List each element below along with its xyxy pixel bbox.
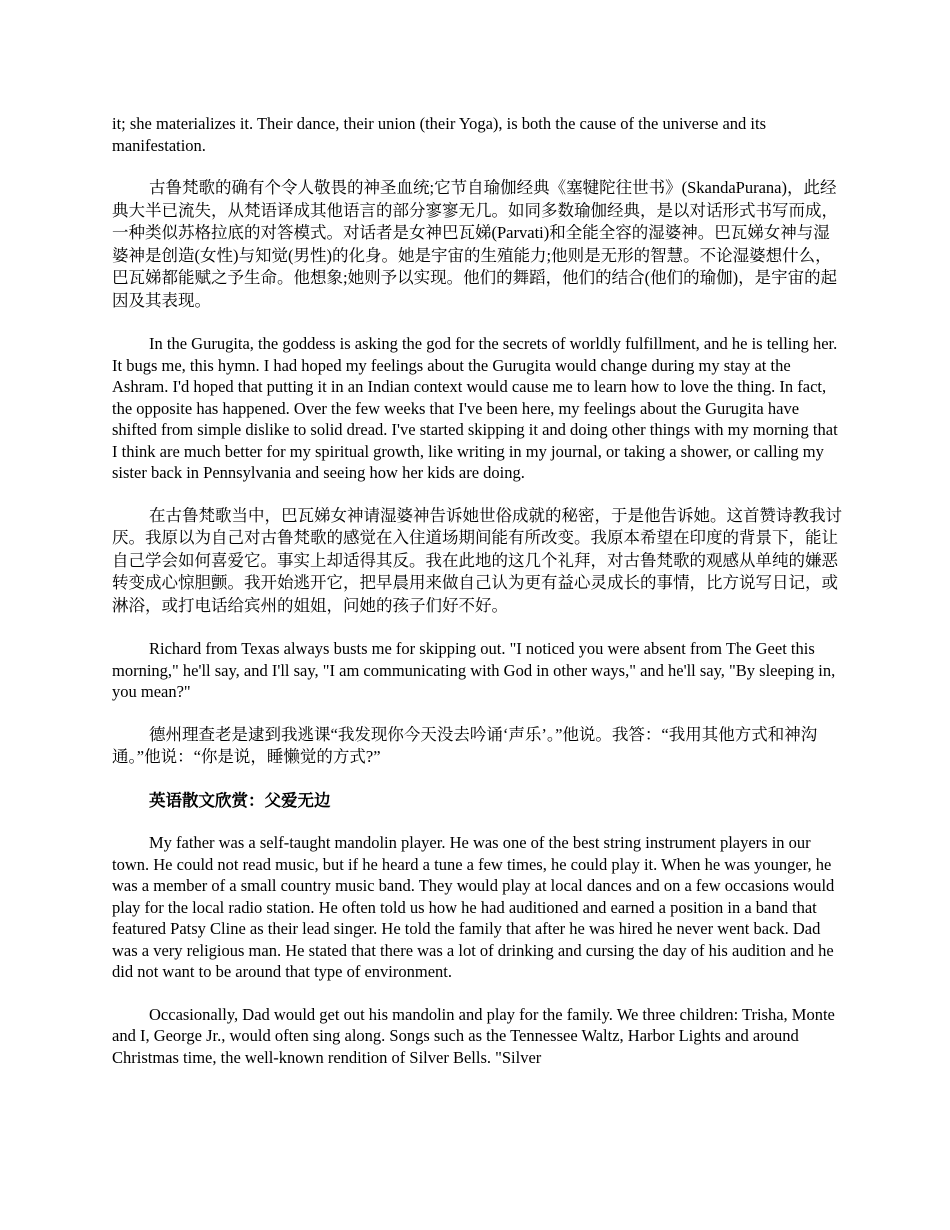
paragraph-chinese-gurugita-hymn: 在古鲁梵歌当中，巴瓦娣女神请湿婆神告诉她世俗成就的秘密，于是他告诉她。这首赞诗教我讨厌。我原以为自己对古鲁梵歌的感觉在入住道场期间能有所改变。我原本希望在印度的背景下，能让自己学会如何喜爱它。事实上却适得其反。我在此地的这几个礼拜，对古鲁梵歌的观感从单纯的嫌恶转变成心惊胆颤。我开始逃开它，把早晨用来做自己认为更有益心灵成长的事情，比方说写日记，或淋浴，或打电话给宾州的姐姐，问她的孩子们好不好。: [112, 505, 842, 615]
section-heading: 英语散文欣赏：父爱无边: [149, 790, 331, 810]
document-page: [112, 113, 842, 1089]
paragraph-english-father-family: Occasionally, Dad would get out his mandolin and play for the family. We three children: Trisha, Monte and I, George Jr., would often sing along. Songs such as the Tennessee Waltz, Harbor Lights and around Christmas time, the well-known rendition of Silver Bells. "Silver: [112, 1004, 835, 1067]
paragraph-continuation-english: it; she materializes it. Their dance, their union (their Yoga), is both the cause of the universe and its manifestation.: [112, 114, 767, 155]
paragraph-english-gurugita-hymn: In the Gurugita, the goddess is asking the god for the secrets of worldly fulfillment, and he is telling her. It bugs me, this hymn. I had hoped my feelings about the Gurugita would change during my stay at the Ashram. I'd hoped that putting it in an Indian context would cause me to learn how to love the thing. In fact, the opposite has happened. Over the few weeks that I've been here, my feelings about the Gurugita have shifted from simple dislike to solid dread. I've started skipping it and doing other things with my morning that I think are much better for my spiritual growth, like writing in my journal, or taking a shower, or calling my sister back in Pennsylvania and seeing how her kids are doing.: [112, 334, 838, 482]
paragraph-chinese-gurugita-origin: 古鲁梵歌的确有个令人敬畏的神圣血统;它节自瑜伽经典《塞犍陀往世书》(SkandaPurana)，此经典大半已流失，从梵语译成其他语言的部分寥寥无几。如同多数瑜伽经典，是以对话形式书写而成，一种类似苏格拉底的对答模式。对话者是女神巴瓦娣(Parvati)和全能全容的湿婆神。巴瓦娣女神与湿婆神是创造(女性)与知觉(男性)的化身。她是宇宙的生殖能力;他则是无形的智慧。不论湿婆想什么，巴瓦娣都能赋之予生命。他想象;她则予以实现。他们的舞蹈，他们的结合(他们的瑜伽)，是宇宙的起因及其表现。: [112, 178, 838, 310]
paragraph-chinese-richard: 德州理查老是逮到我逃课“我发现你今天没去吟诵‘声乐’。”他说。我答：“我用其他方式和神沟通。”他说：“你是说，睡懒觉的方式?”: [112, 724, 818, 766]
paragraph-english-richard: Richard from Texas always busts me for skipping out. "I noticed you were absent from The Geet this morning," he'll say, and I'll say, "I am communicating with God in other ways," and he'll say, "By sleeping in, you mean?": [112, 639, 836, 701]
paragraph-english-father-mandolin: My father was a self-taught mandolin player. He was one of the best string instrument players in our town. He could not read music, but if he heard a tune a few times, he could play it. When he was younger, he was a member of a small country music band. They would play at local dances and on a few occasions would play for the local radio station. He often told us how he had auditioned and earned a position in a band that featured Patsy Cline as their lead singer. He told the family that after he was hired he never went back. Dad was a very religious man. He stated that there was a lot of drinking and cursing the day of his audition and he did not want to be around that type of environment.: [112, 833, 835, 981]
